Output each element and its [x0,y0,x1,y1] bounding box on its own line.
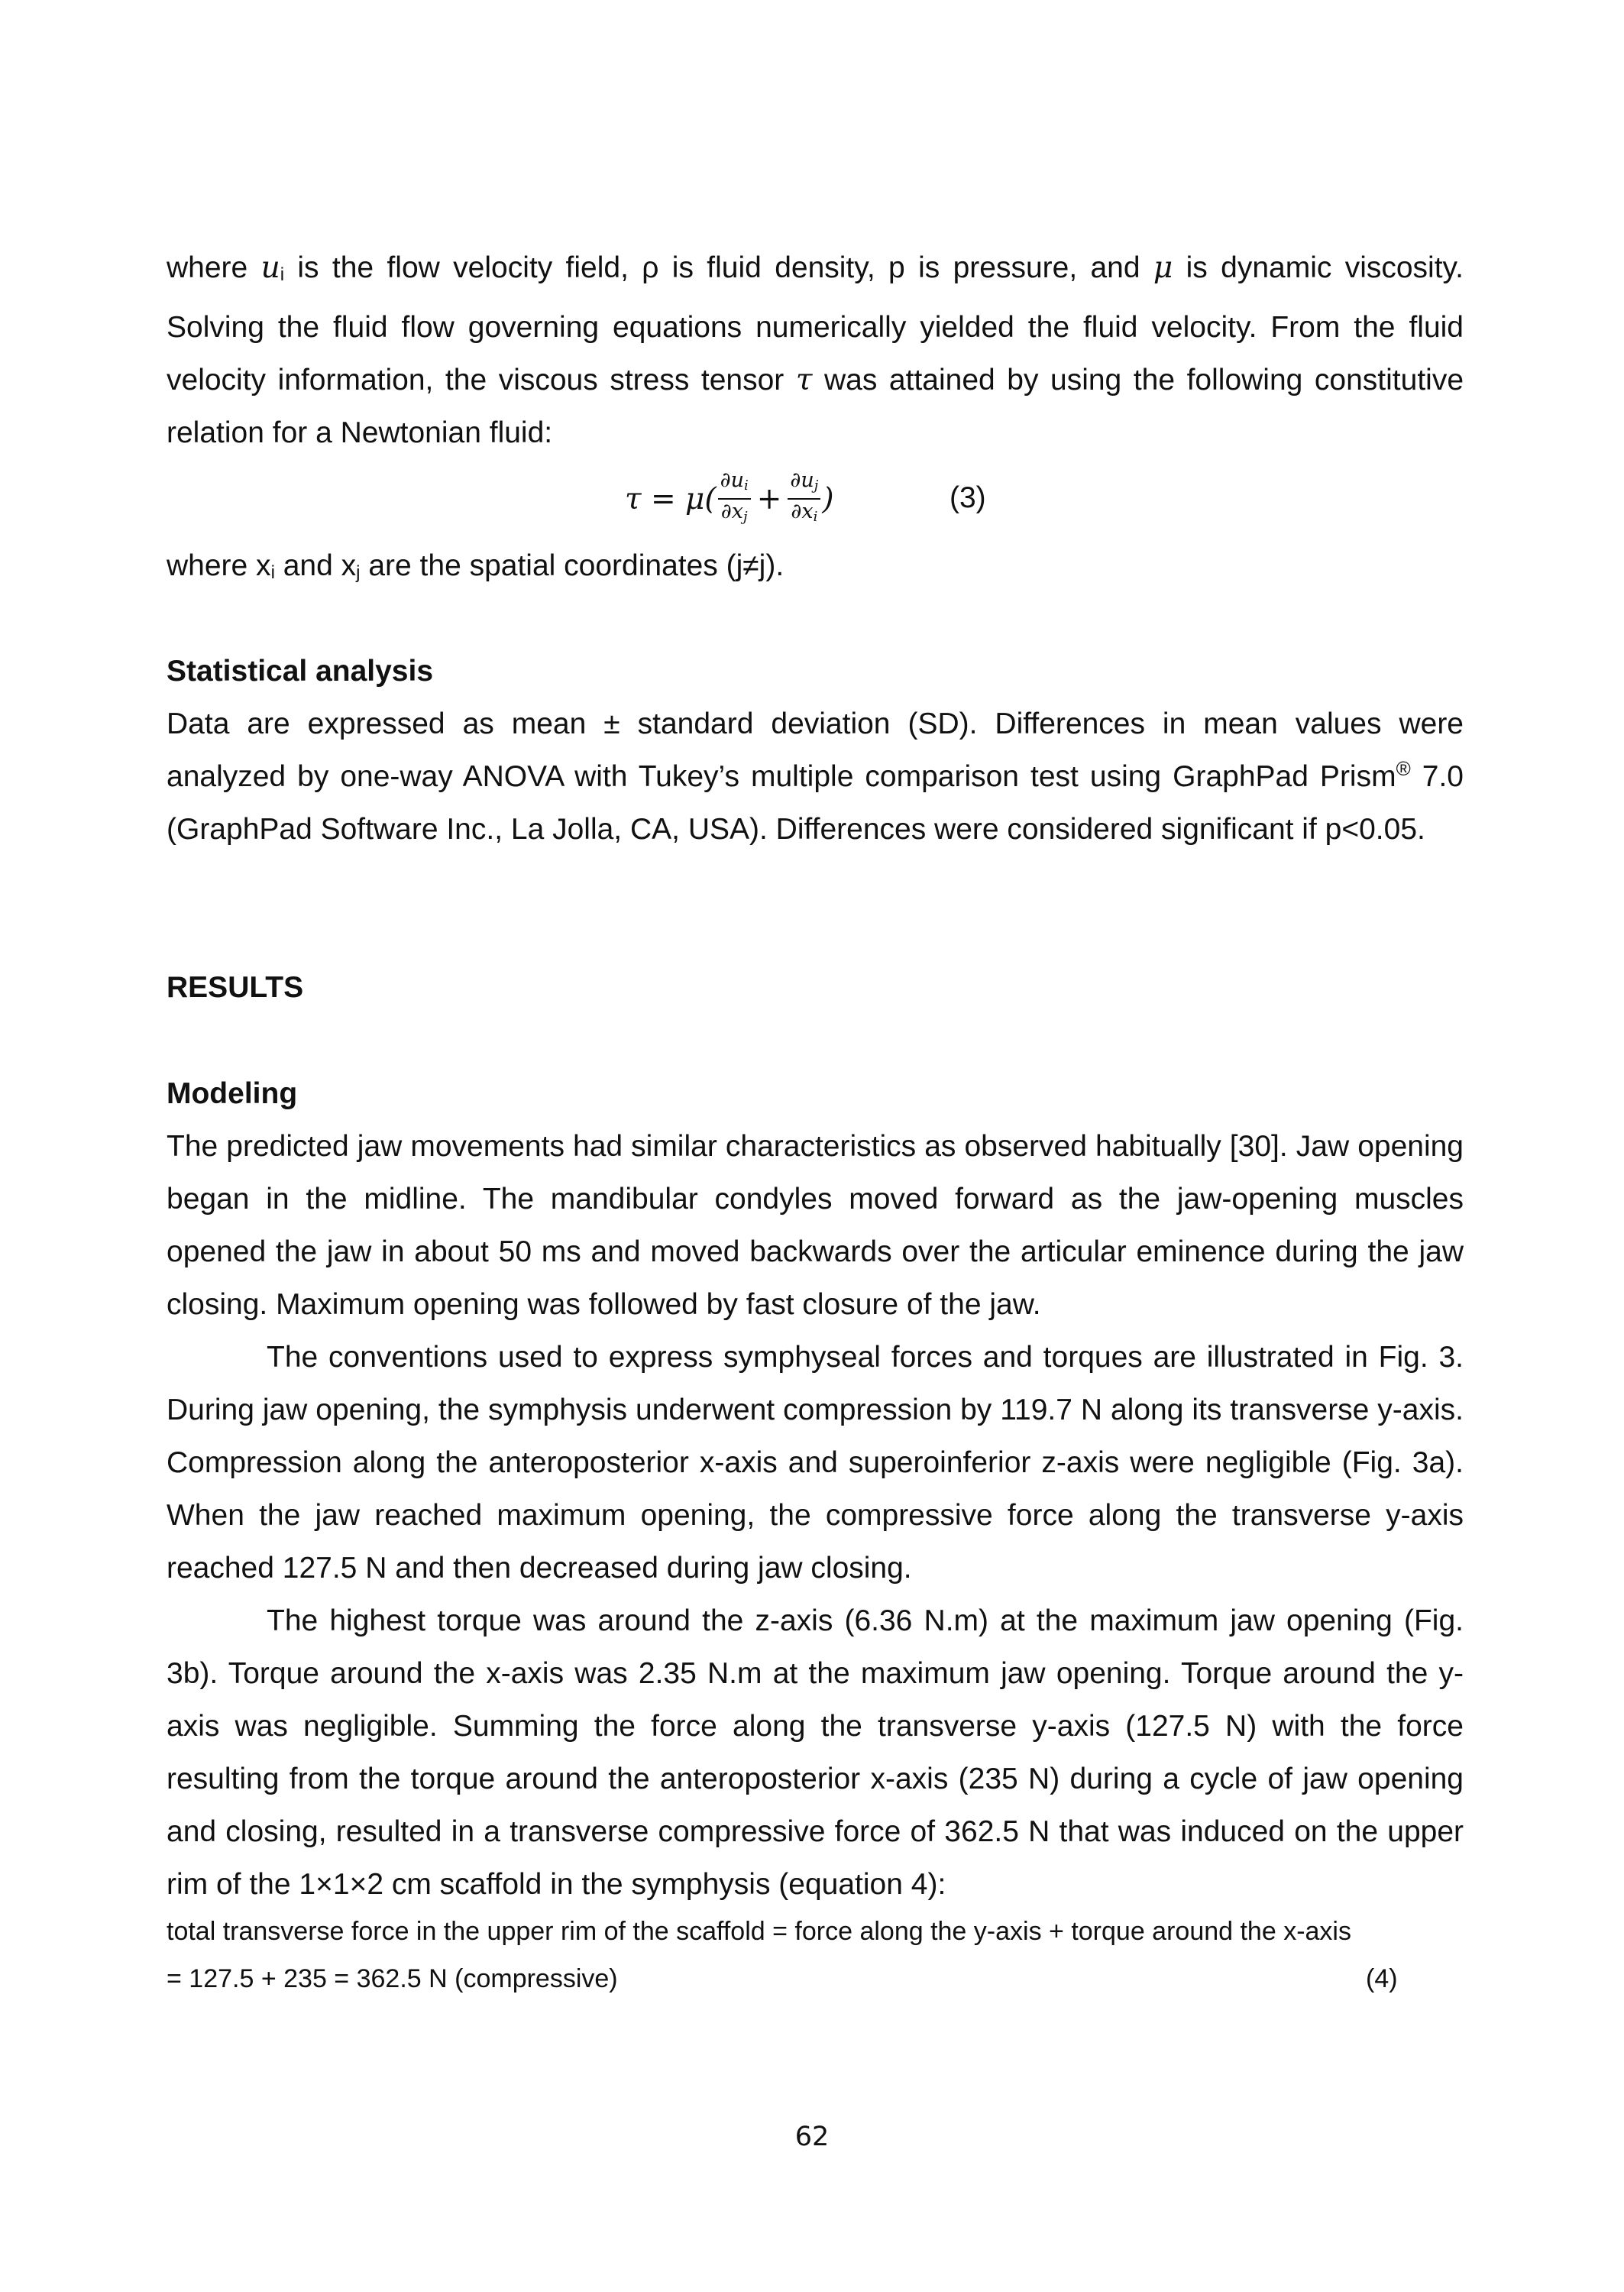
intro-text [167,241,1464,459]
intro-text-4: was attained by using the following constitutive relation for a Newtonian fluid: [167,364,1464,449]
equation-4-number: (4) [1366,1964,1398,1993]
statistical-analysis-heading: Statistical analysis [167,655,434,688]
equation-3-lhs: τ = μ( [625,481,717,516]
fraction-2-numerator: ∂uj [788,469,820,500]
intro-text-3: is dynamic viscosity. Solving the fluid flow governing equations numerically yielded the fluid velocity. From the fluid velocity information, the viscous stress tensor [167,251,1464,397]
after-equation-3 [167,539,1464,599]
fraction-2-denominator: ∂xi [791,500,818,525]
equation-3-body [625,457,834,541]
intro-text-1: where [167,251,261,284]
modeling-paragraph-1: The predicted jaw movements had similar characteristics as observed habitually [30]. Jaw opening began in the midline. The mandibular condyles moved forward as the jaw-opening muscles opened the jaw in about 50 ms and moved backwards over the articular eminence during the jaw closing. Maximum opening was followed by fast closure of the jaw. [167,1130,1464,1321]
velocity-subscript: i [280,264,285,285]
statistical-analysis-paragraph [167,698,1464,856]
fraction-1-denominator: ∂xj [720,500,748,525]
page-number: 62 [794,2122,830,2152]
fraction-2 [788,469,820,529]
results-heading: RESULTS [167,971,304,1004]
viscosity-symbol: μ [1153,251,1173,285]
intro-paragraph [167,241,1464,459]
intro-text-2: is the flow velocity field, ρ is fluid density, p is pressure, and [284,251,1153,284]
equation-3-plus: + [756,481,782,516]
equation-3-close: ) [822,481,834,516]
modeling-paragraph-3: The highest torque was around the z-axis (6.36 N.m) at the maximum jaw opening (Fig. 3b). Torque around the x-axis was 2.35 N.m at the maximum jaw opening. Torque around the y-axis was negligible. Summing the force along the transverse y-axis (127.5 N) with the force resulting from the torque around the anteroposterior x-axis (235 N) during a cycle of jaw opening and closing, resulted in a transverse compressive force of 362.5 N that was induced on the upper rim of the 1×1×2 cm scaffold in the symphysis (equation 4): [167,1604,1464,1901]
fraction-1 [718,469,751,529]
equation-3-number: (3) [949,481,986,514]
stress-symbol: τ [795,363,813,397]
equation-3 [0,457,1624,541]
velocity-symbol: u [260,251,280,285]
modeling-heading: Modeling [167,1077,298,1110]
registered-mark: ® [1396,757,1411,780]
fraction-1-numerator: ∂ui [718,469,751,500]
statistical-text: Data are expressed as mean ± standard deviation (SD). Differences in mean values were analyzed by one-way ANOVA with Tukey’s multiple comparison test using GraphPad Prism® 7.0 (GraphPad Software Inc., La Jolla, CA, USA). Differences were considered significant if p<0.05. [167,707,1464,846]
modeling-paragraph-2: The conventions used to express symphyseal forces and torques are illustrated in Fig. 3. During jaw opening, the symphysis underwent compression by 119.7 N along its transverse y-axis. Compression along the anteroposterior x-axis and superoinferior z-axis were negligible (Fig. 3a). When the jaw reached maximum opening, the compressive force along the transverse y-axis reached 127.5 N and then decreased during jaw closing. [167,1341,1464,1585]
modeling-section [167,1120,1464,1911]
equation-4-line-1: total transverse force in the upper rim of the scaffold = force along the y-axis + torque around the x-axis [167,1917,1351,1946]
equation-4-line-2: = 127.5 + 235 = 362.5 N (compressive) [167,1964,618,1993]
after-eq3-text: where xi and xj are the spatial coordinates (j≠j). [167,549,785,583]
